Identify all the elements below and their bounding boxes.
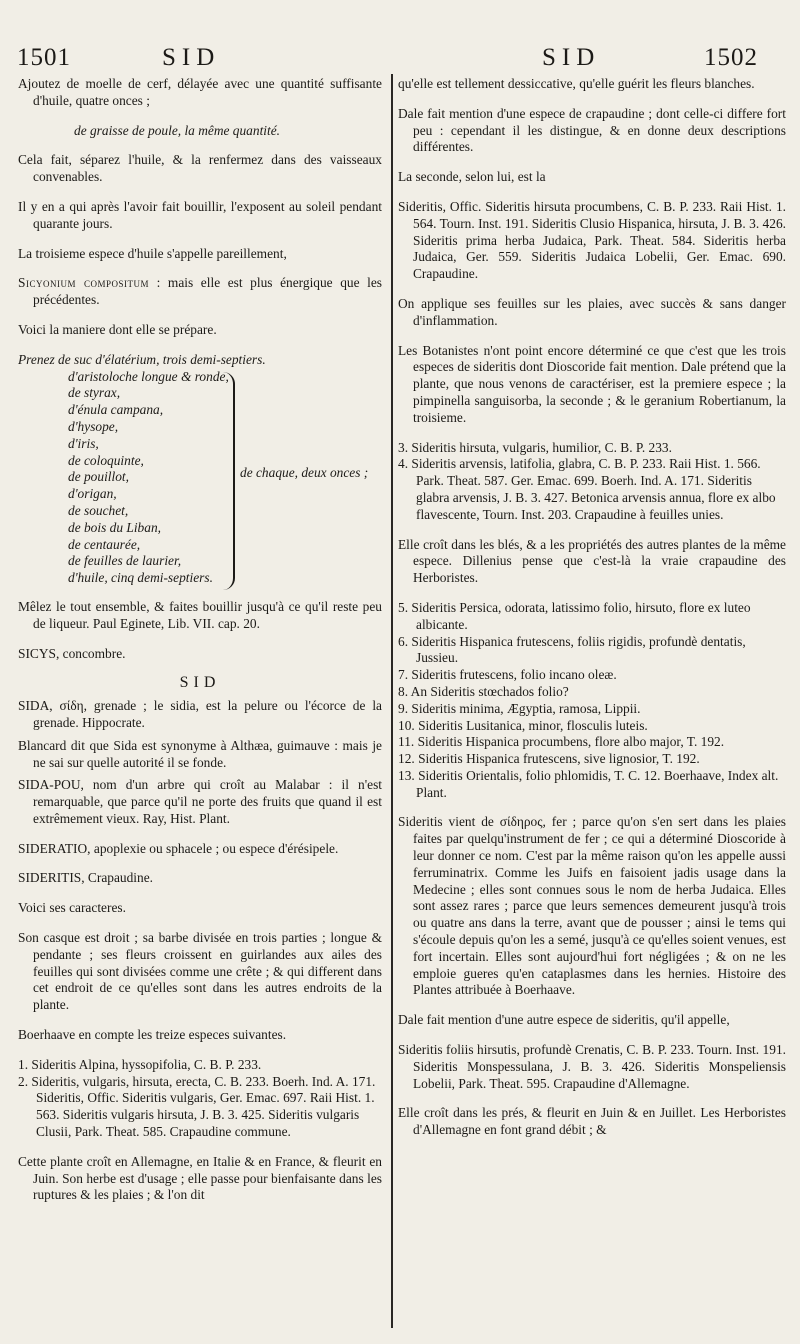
entry: SIDA-POU, nom d'un arbre qui croît au Malabar : il n'est remarquable, que parce qu'il ne porte des fruits que quand il est extrêmement vieux. Ray, Hist. Plant. — [18, 777, 382, 826]
paragraph: Dale fait mention d'une espece de crapaudine ; dont celle-ci differe fort peu : cependant il les distingue, & en donne deux descriptions différentes. — [398, 105, 786, 155]
paragraph: Son casque est droit ; sa barbe divisée en trois parties ; longue & pendante ; ses fleurs croissent en guirlandes aux ailes des feuilles qui sont divisées comme une crête ; & qui different dans cet endroit de ce qu'elles sont dans les autres endroits de la plante. — [18, 930, 382, 1013]
running-title-right: SID — [542, 44, 601, 71]
recipe-first: Prenez de suc d'élatérium, trois demi-septiers. — [18, 351, 266, 367]
section-heading: SID — [179, 674, 221, 692]
paragraph: Cette plante croît en Allemagne, en Italie & en France, & fleurit en Juin. Son herbe est d'usage ; elle passe pour bienfaisante dans les ruptures & les plaies ; & l'on dit — [18, 1153, 382, 1203]
list-item: 5. Sideritis Persica, odorata, latissimo folio, hirsuto, flore ex luteo albicante. — [398, 599, 751, 632]
list-item: 12. Sideritis Hispanica frutescens, sive lignosior, T. 192. — [398, 751, 700, 767]
entry: SICYS, concombre. — [18, 645, 126, 661]
brace-note: de chaque, deux onces ; — [240, 464, 369, 480]
entry: SIDERATIO, apoplexie ou sphacele ; ou espece d'érésipele. — [18, 840, 339, 856]
curly-brace — [221, 372, 235, 590]
paragraph: de graisse de poule, la même quantité. — [74, 122, 281, 138]
list-item: 4. Sideritis arvensis, latifolia, glabra, C. B. P. 233. Raii Hist. 1. 566. Park. Theat. 587. Ger. Emac. 699. Boerh. Ind. A. 171. Sideritis glabra arvensis, J. B. 3. 427. Betonica arvensis annua, flore ex albo flavescente, Tourn. Inst. 203. Crapaudine à feuilles unies. — [398, 456, 776, 522]
paragraph: Il y en a qui après l'avoir fait bouillir, l'exposent au soleil pendant quarante jours. — [18, 198, 382, 231]
list-item: 11. Sideritis Hispanica procumbens, flore albo major, T. 192. — [398, 734, 725, 750]
list-item: 3. Sideritis hirsuta, vulgaris, humilior, C. B. P. 233. — [398, 439, 672, 455]
paragraph: Cela fait, séparez l'huile, & la renfermez dans des vaisseaux convenables. — [18, 152, 382, 185]
entry: SIDERITIS, Crapaudine. — [18, 870, 153, 886]
left-column — [18, 76, 382, 1217]
list-item: de feuilles de laurier, — [68, 553, 182, 569]
paragraph: Sideritis vient de σίδηρος, fer ; parce qu'on s'en sert dans les plaies faites par quelqu'instrument de fer ; ce qui a déterminé Dioscoride à leur donner ce nom. C'est par la même raison qu'on les appelle aussi ferruminatrix. Comme les Juifs en faisoient jadis usage dans la Medecine ; elles sont connues sous le nom de herba Judaica. Elles sont assez rares ; parce que leurs semences demeurent jusqu'à trois ou quatre ans dans la terre, avant que de pousser ; ainsi le tems qui s'écoule depuis qu'on les a semé, jusqu'à ce qu'elles soient venues, est fort incertain. Elles sont aujourd'hui fort négligées ; & on ne les emploie gueres qu'en cataplasmes dans les hernies. Histoire des Plantes attribuée à Boerhaave. — [398, 814, 786, 998]
paragraph: Elle croît dans les prés, & fleurit en Juin & en Juillet. Les Herboristes d'Allemagne en font grand débit ; & — [398, 1105, 786, 1138]
paragraph: Les Botanistes n'ont point encore déterminé ce que c'est que les trois especes de sideritis dont Dioscoride fait mention. Dale prétend que la plante, que nous venons de caractériser, est la premiere espece ; la pimpinella sanguisorba, la seconde ; & le geranium Robertianum, la troisieme. — [398, 342, 786, 425]
list-item: de coloquinte, — [68, 452, 144, 468]
paragraph: Sideritis foliis hirsutis, profundè Crenatis, C. B. P. 233. Tourn. Inst. 191. Sideritis Monspessulana, J. B. 3. 426. Sideritis Monspeliensis Lobelii, Park. Theat. 595. Crapaudine d'Allemagne. — [398, 1042, 786, 1091]
list-item: d'hysope, — [68, 418, 119, 434]
list-item: de styrax, — [68, 385, 121, 401]
list-item: d'iris, — [68, 435, 99, 451]
entry: Blancard dit que Sida est synonyme à Althæa, guimauve : mais je ne sai sur quelle autorité il se fonde. — [18, 737, 382, 770]
paragraph — [18, 275, 382, 309]
paragraph: La seconde, selon lui, est la — [398, 169, 546, 185]
list-item: 2. Sideritis, vulgaris, hirsuta, erecta, C. B. 233. Boerh. Ind. A. 171. Sideritis, Offic. Sideritis vulgaris, Ger. Emac. 697. Raii Hist. 1. 563. Sideritis vulgaris hirsuta, J. B. 3. 425. Sideritis vulgaris Clusii, Park. Theat. 585. Crapaudine commune. — [18, 1073, 376, 1140]
paragraph: La troisieme espece d'huile s'appelle pareillement, — [18, 245, 287, 261]
list-item: 1. Sideritis Alpina, hyssopifolia, C. B. P. 233. — [18, 1056, 262, 1072]
list-item: d'aristoloche longue & ronde, — [68, 368, 229, 384]
list-item: 8. An Sideritis stœchados folio? — [398, 683, 569, 699]
recipe-last: d'huile, cinq demi-septiers. — [68, 570, 213, 586]
paragraph: Sideritis, Offic. Sideritis hirsuta procumbens, C. B. P. 233. Raii Hist. 1. 564. Tourn. Inst. 191. Sideritis Clusio Hispanica, hirsuta, J. B. 3. 426. Sideritis prima herba Judaica, Park. Theat. 584. Sideritis herba Judaica, Ger. 559. Sideritis Judaica Lobelii, Ger. Emac. 690. Crapaudine. — [398, 198, 786, 282]
list-item: de bois du Liban, — [68, 519, 161, 535]
paragraph: Voici la maniere dont elle se prépare. — [18, 321, 217, 337]
paragraph: Dale fait mention d'une autre espece de sideritis, qu'il appelle, — [398, 1012, 730, 1028]
entry: SIDA, σίδη, grenade ; le sidia, est la pelure ou l'écorce de la grenade. Hippocrate. — [18, 698, 382, 730]
page-number-left: 1501 — [17, 44, 71, 71]
page-number-right: 1502 — [704, 44, 758, 71]
right-column — [398, 76, 786, 1152]
list-item: 7. Sideritis frutescens, folio incano oleæ. — [398, 667, 617, 683]
species-list — [18, 1057, 382, 1141]
list-item: d'origan, — [68, 486, 117, 502]
list-item: de souchet, — [68, 502, 129, 518]
list-item: 10. Sideritis Lusitanica, minor, flosculis luteis. — [398, 717, 648, 733]
list-item: de centaurée, — [68, 536, 141, 552]
recipe — [18, 352, 382, 587]
paragraph: Voici ses caracteres. — [18, 900, 126, 916]
paragraph: Elle croît dans les blés, & a les propriétés des autres plantes de la même espece. Dillenius pense que c'est-là la vraie crapaudine des Herboristes. — [398, 536, 786, 586]
column-divider — [391, 74, 393, 1328]
species-list — [398, 440, 786, 524]
running-title-left: SID — [162, 44, 221, 71]
list-item: de pouillot, — [68, 469, 129, 485]
species-list — [398, 600, 786, 802]
list-item: 13. Sideritis Orientalis, folio phlomidis, T. C. 12. Boerhaave, Index alt. Plant. — [398, 767, 779, 800]
paragraph: Boerhaave en compte les treize especes suivantes. — [18, 1027, 287, 1043]
paragraph: Mêlez le tout ensemble, & faites bouillir jusqu'à ce qu'il reste peu de liqueur. Paul Eginete, Lib. VII. cap. 20. — [18, 598, 382, 631]
list-item: 9. Sideritis minima, Ægyptia, ramosa, Lippii. — [398, 700, 641, 716]
paragraph: qu'elle est tellement dessiccative, qu'elle guérit les fleurs blanches. — [398, 76, 755, 91]
paragraph: Ajoutez de moelle de cerf, délayée avec une quantité suffisante d'huile, quatre onces ; — [18, 76, 382, 108]
paragraph: On applique ses feuilles sur les plaies, avec succès & sans danger d'inflammation. — [398, 295, 786, 328]
term-text: : mais elle est plus énergique que les précédentes. — [33, 275, 382, 308]
list-item: d'énula campana, — [68, 402, 164, 418]
list-item: 6. Sideritis Hispanica frutescens, foliis rigidis, profundè dentatis, Jussieu. — [398, 633, 746, 666]
term: Sicyonium compositum — [18, 275, 150, 291]
